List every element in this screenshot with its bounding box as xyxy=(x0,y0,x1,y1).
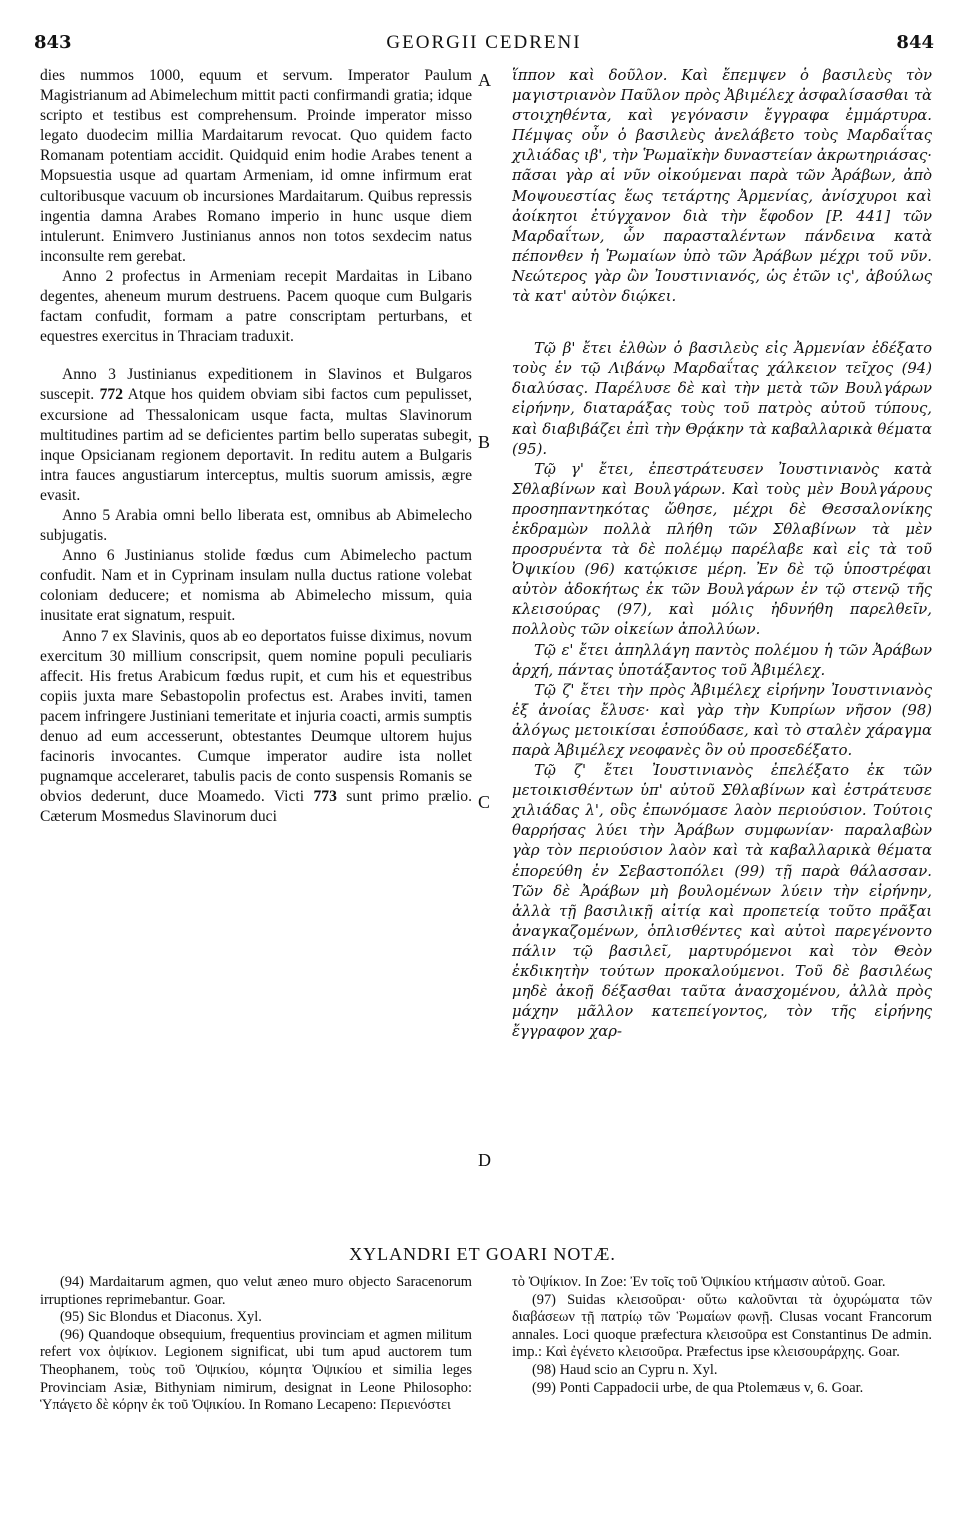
page-number-left: 843 xyxy=(34,32,72,53)
greek-column xyxy=(512,66,932,1042)
greek-paragraph: ἵππον καὶ δοῦλον. Καὶ ἔπεμψεν ὁ βασιλεὺς τὸν μαγιστριανὸν Παῦλον πρὸς Ἀβιμέλεχ ἀσφαλίσασθαι τὰ στοιχηθέντα, καὶ γεγόνασιν ἔγγραφα ἐμμάρτυρα. Πέμψας οὖν ὁ βασιλεὺς ἀνελάβετο τοὺς Μαρδαΐτας χιλιάδας ιβ', τὴν Ῥωμαϊκὴν δυναστείαν ἀκρωτηριάσας· πᾶσαι γὰρ αἱ νῦν οἰκούμεναι παρὰ τῶν Ἀράβων, ἀπὸ Μοψουεστίας ἕως τετάρτης Ἀρμενίας, ἀνίσχυροι καὶ ἀοίκητοι ἐτύγχανον διὰ τὴν ἔφοδον [P. 441] τῶν Μαρδαΐτων, ὧν παρασταλέντων πάνδεινα κατὰ πέπονθεν ἡ Ῥωμαίων ὑπὸ τῶν Ἀράβων μέχρι τοῦ νῦν. Νεώτερος γὰρ ὢν Ἰουστινιανός, ὡς ἐτῶν ις', ἀβούλως τὰ κατ' αὐτὸν διῴκει. xyxy=(512,67,932,306)
latin-text: Anno 7 ex Slavinis, quos ab eo deportatos fuisse diximus, novum exercitum 30 millium conscripsit, quem nomine populi peculiaris affecit. His fretus Arabicum fœdus rupit, et cum his et equestribus copiis juxta mare Sebastopolin profectus est. Arabes inviti, tamen pacem infringere Justiniani temeritate et injuria coacti, armis sumptis denuo ad eum accesserunt, obtestantes Deumque ultorem hujus facinoris invocantes. Cumque imperator audire ista nollet pugnamque acceleraret, tabulis pacis de conto suspensis Romanis se obvios dederunt, duce Moamedo. Victi xyxy=(40,627,472,806)
greek-paragraph: Τῷ γ' ἔτει, ἐπεστράτευσεν Ἰουστινιανὸς κατὰ Σθλαβίνων καὶ Βουλγάρων. Καὶ τοὺς μὲν Βουλγάρους προσηπαντηκότας ὤθησε, μέχρι δὲ Θεσσαλονίκης ἐκδραμὼν πολλὰ πλήθη τῶν Σθλαβίνων τὰ μὲν προσρυέντα τὰ δὲ πολέμῳ παρέλαβε καὶ εἰς τὰ τοῦ Ὀψικίου (96) κατῴκισε μέρη. Ἐν δὲ τῷ ὑποστρέφαι αὐτὸν ἀδοκήτως ἐκ τῶν Βουλγάρων ἐν τῷ στενῷ τῆς κλεισούρας (97), καὶ μόλις ἠδυνήθη παρελθεῖν, πολλοὺς τῶν οἰκείων ἀπολλύων. xyxy=(512,460,932,639)
running-title: GEORGII CEDRENI xyxy=(386,32,582,53)
latin-text: Atque hos quidem obviam sibi factos cum pepulisset, excursione ad Thessalonicam usque facta, multas Slavinorum multitudines partim ad se deficientes partim bello superatas subegit, inque Opsicianam regionem deportavit. In reditu autem a Bulgaris intra fauces angustiarum interceptus, multis suorum amissis, ægre evasit. xyxy=(40,386,473,504)
running-header xyxy=(34,32,934,58)
greek-paragraph: Τῷ ζ' ἔτει Ἰουστινιανὸς ἐπελέξατο ἐκ τῶν μετοικισθέντων ὑπ' αὐτοῦ Σθλαβίνων καὶ ἐστράτευσε χιλιάδας λ', οὓς ἐπωνόμασε λαὸν περιούσιον. Τούτοις θαρρήσας λύει τὴν Ἀράβων συμφωνίαν· παραλαβὼν γὰρ τὸν περιούσιον λαὸν καὶ τὰ καβαλλαρικὰ θέματα ἐπορεύθη ἐν Σεβαστοπόλει (99) τῇ παρὰ θάλασσαν. Τῶν δὲ Ἀράβων μὴ βουλομένων λύειν τὴν εἰρήνην, ἀλλὰ τῇ βασιλικῇ αἰτίᾳ καὶ προπετείᾳ τοῦτο πρᾶξαι ἀναγκαζομένων, ὁπλισθέντες καὶ αὐτοὶ παρεγένοντο πάλιν τῷ βασιλεῖ, μαρτυρόμενοι καὶ τὸν Θεὸν ἐκδικητὴν τούτων προκαλούμενοι. Τοῦ δὲ βασιλέως μηδὲ ἀκοῇ δέξασθαι ταῦτα ἀνασχομένου, ἀλλὰ πρὸς μάχην μᾶλλον κατεπείγοντος, τὸν τῆς εἰρήνης ἔγγραφον χαρ- xyxy=(512,762,932,1041)
footnote: (98) Haud scio an Cypru n. Xyl. xyxy=(532,1361,718,1378)
latin-paragraph: Anno 6 Justinianus stolide fœdus cum Abimelecho pactum confudit. Nam et in Cyprinam insulam nulla ductus ratione volebat coloniam deducere; et nomisma ab Abimelecho missum, quia inusitate erat signatum, respuit. xyxy=(40,547,472,625)
margin-marker-d: D xyxy=(478,1150,491,1170)
greek-paragraph: Τῷ ζ' ἔτει τὴν πρὸς Ἀβιμέλεχ εἰρήνην Ἰουστινιανὸς ἐξ ἀνοίας ἔλυσε· καὶ γὰρ τὴν Κυπρίων νῆσον (98) ἀλόγως μετοικίσαι ἐσπούδασε, καὶ τὸ σταλὲν χάραγμα παρὰ Ἀβιμέλεχ νεοφανὲς ὂν οὐ προσεδέξατο. xyxy=(512,681,932,759)
latin-text: Anno 3 Justinianus expeditionem in Slavinos et Bulgaros suscepit. xyxy=(40,366,472,404)
latin-paragraph: Anno 5 Arabia omni bello liberata est, omnibus ab Abimelecho subjugatis. xyxy=(40,506,472,545)
footnote-continuation: τὸ Ὀψίκιον. In Zoe: Ἐν τοῖς τοῦ Ὀψικίου κτήμασιν αὐτοῦ. Goar. xyxy=(512,1274,886,1290)
notes-column-left xyxy=(40,1274,472,1415)
page-number-right: 844 xyxy=(896,32,934,53)
footnote: (95) Sic Blondus et Diaconus. Xyl. xyxy=(60,1309,262,1326)
latin-paragraph xyxy=(40,365,472,506)
greek-paragraph: Τῷ ε' ἔτει ἀπηλλάγη παντὸς πολέμου ἡ τῶν Ἀράβων ἀρχή, πάντας ὑποτάξαντος τοῦ Ἀβιμέλεχ. xyxy=(512,641,932,679)
footnote: (94) Mardaitarum agmen, quo velut æneo muro objecto Saracenorum irruptiones reprimebantur. Goar. xyxy=(40,1274,472,1308)
latin-paragraph: dies nummos 1000, equum et servum. Imperator Paulum Magistrianum ad Abimelechum mittit pacti confirmandi gratia; idque scripto et testibus est comprehensum. Proinde imperator misso legato duodecim millia Mardaitarum revocat. Quo quidem facto Romanam potentiam accidit. Quidquid enim hodie Arabes tenent a Mopsuestia usque ad quartam Armeniam, id omne infirmum erat cultoribusque vacuum ob incursiones Mardaitarum. Quibus repressis ingentia damna Arabes Romano imperio in hunc usque diem intulerunt. Enimvero Justinianus annos non totos sexdecim natus inconsulte rem gerebat. xyxy=(40,67,472,265)
latin-paragraph: Anno 2 profectus in Armeniam recepit Mardaitas in Libano degentes, aheneum murum destruens. Pacem quoque cum Bulgaris factam confudit, formam a patre conscriptam perturbans, et equestres exercitus in Thraciam traduxit. xyxy=(40,267,472,346)
latin-paragraph xyxy=(40,627,472,828)
margin-marker-b: B xyxy=(478,432,491,452)
greek-paragraph: Τῷ β' ἔτει ἐλθὼν ὁ βασιλεὺς εἰς Ἀρμενίαν ἐδέξατο τοὺς ἐν τῷ Λιβάνῳ Μαρδαΐτας χάλκειον τεῖχος (94) διαλύσας. Παρέλυσε δὲ καὶ τὴν μετὰ τῶν Βουλγάρων εἰρήνην, διαταράξας τοὺς τοῦ πατρὸς αὐτοῦ τύπους, καὶ διαβιβάζει ἐπὶ τὴν Θρᾴκην τὰ καβαλλαρικὰ θέματα (95). xyxy=(512,340,932,458)
footnote: (96) Quandoque obsequium, frequentius provinciam et agmen militum refert vox ὀψίκιον. Legionem significat, ubi tum apud auctorem tum Theophanem, τοὺς τοῦ Ὀψικίου, κόμητα Ὀψικίου et similia leges Provinciam Asiæ, Bithyniam nimirum, designat in Leone Philosopho: Ὑπάγετο δὲ κόρην ἐκ τοῦ Ὀψικίου. In Romano Lecapeno: Περιενόστει xyxy=(40,1326,472,1414)
latin-column xyxy=(40,66,472,827)
margin-marker-a: A xyxy=(478,70,491,90)
notes-column-right xyxy=(512,1274,932,1397)
notes-heading: XYLANDRI ET GOARI NOTÆ. xyxy=(349,1244,616,1264)
footnote: (97) Suidas κλεισοῦραι· οὕτω καλοῦνται τὰ ὀχυρώματα τῶν διαβάσεων τῇ πατρίῳ τῶν Ῥωμαίων φωνῇ. Clusas vocant Francorum annales. Loci quoque præfectura κλεισοῦρα est Constantinus De admin. imp.: Καὶ ἐγένετο κλεισοῦρα. Præfectus ipse κλεισουράρχης. Goar. xyxy=(512,1291,932,1361)
page-reference-number: 773 xyxy=(313,788,337,806)
margin-marker-c: C xyxy=(478,792,491,812)
latin-text: sunt primo prælio. Cæterum Mosmedus Slavinorum duci xyxy=(40,788,472,826)
footnote: (99) Ponti Cappadocii urbe, de qua Ptolemæus v, 6. Goar. xyxy=(532,1379,864,1396)
page-reference-number: 772 xyxy=(99,386,123,404)
